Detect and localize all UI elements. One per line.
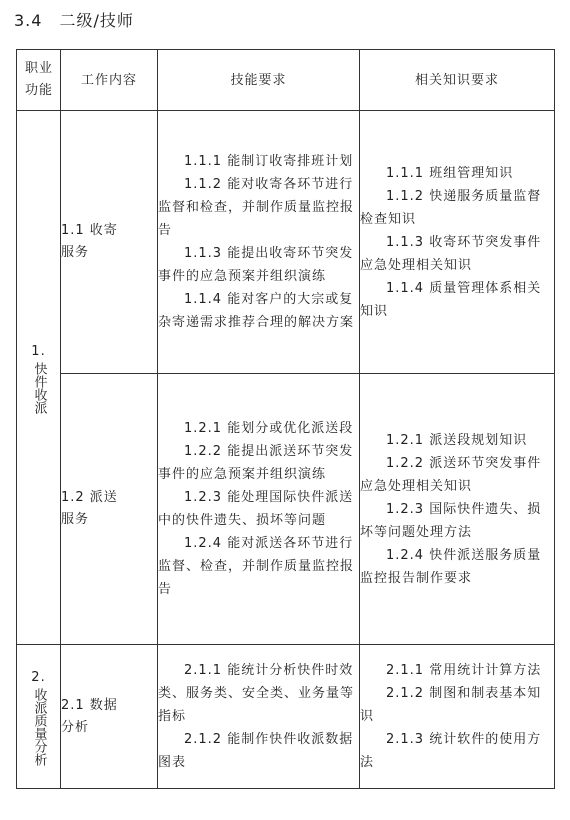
header-function: 职业功能 — [17, 50, 61, 111]
skill-item: 1.2.1 能划分或优化派送段 — [184, 421, 354, 436]
knowledge-item: 1.1.2 快递服务质量监督检查知识 — [360, 188, 542, 227]
knowledge-cell — [360, 374, 555, 645]
table-row — [17, 111, 555, 374]
skill-item: 1.2.2 能提出派送环节突发事件的应急预案并组织演练 — [158, 444, 354, 482]
skills-cell — [158, 111, 360, 374]
header-work: 工作内容 — [61, 50, 158, 111]
work-content-line: 服务 — [61, 512, 90, 527]
skill-item: 1.1.1 能制订收寄排班计划 — [184, 154, 354, 169]
knowledge-item: 1.1.3 收寄环节突发事件应急处理相关知识 — [360, 234, 542, 273]
knowledge-item: 2.1.2 制图和制表基本知识 — [360, 686, 542, 724]
skills-cell — [158, 374, 360, 645]
skill-item: 1.2.4 能对派送各环节进行监督、检查，并制作质量监控报告 — [158, 536, 355, 597]
knowledge-item: 1.1.4 质量管理体系相关知识 — [360, 280, 542, 319]
work-content-cell — [61, 374, 158, 645]
work-content-cell — [61, 645, 158, 789]
function-name: 快件收派 — [31, 361, 47, 414]
table-row — [17, 645, 555, 789]
skill-requirements-table — [16, 49, 555, 789]
knowledge-item: 2.1.1 常用统计计算方法 — [386, 663, 542, 678]
skill-item: 2.1.2 能制作快件收派数据图表 — [158, 732, 354, 770]
skill-item: 1.1.4 能对客户的大宗或复杂寄递需求推荐合理的解决方案 — [158, 292, 355, 330]
knowledge-item: 1.2.1 派送段规划知识 — [386, 432, 528, 448]
work-content-line: 服务 — [61, 245, 90, 260]
work-content-cell — [61, 111, 158, 374]
skill-item: 1.1.2 能对收寄各环节进行监督和检查，并制作质量监控报告 — [158, 177, 355, 238]
table-row — [17, 374, 555, 645]
knowledge-item: 1.2.2 派送环节突发事件应急处理相关知识 — [360, 455, 542, 494]
skill-item: 1.1.3 能提出收寄环节突发事件的应急预案并组织演练 — [158, 246, 354, 284]
knowledge-item: 1.2.4 快件派送服务质量监控报告制作要求 — [360, 547, 542, 586]
work-content-line: 1.2 派送 — [61, 490, 118, 505]
work-content-line: 分析 — [61, 719, 90, 735]
skill-item: 2.1.1 能统计分析快件时效类、服务类、安全类、业务量等指标 — [158, 663, 355, 724]
knowledge-item: 2.1.3 统计软件的使用方法 — [360, 732, 542, 770]
function-name: 收派质量分析 — [31, 687, 47, 766]
section-heading: 3.4 二级/技师 — [14, 11, 134, 30]
knowledge-item: 1.2.3 国际快件遗失、损坏等问题处理方法 — [360, 501, 542, 540]
function-cell — [17, 645, 61, 789]
knowledge-cell — [360, 645, 555, 789]
skill-item: 1.2.3 能处理国际快件派送中的快件遗失、损坏等问题 — [158, 490, 354, 528]
function-number: 1. — [31, 343, 46, 359]
header-knowledge: 相关知识要求 — [360, 50, 555, 111]
work-content-line: 2.1 数据 — [61, 697, 118, 713]
function-cell — [17, 111, 61, 645]
work-content-line: 1.1 收寄 — [61, 223, 118, 238]
header-skills: 技能要求 — [158, 50, 360, 111]
knowledge-cell — [360, 111, 555, 374]
skills-cell — [158, 645, 360, 789]
knowledge-item: 1.1.1 班组管理知识 — [386, 165, 514, 181]
function-number: 2. — [31, 669, 46, 685]
table-header-row — [17, 50, 555, 111]
